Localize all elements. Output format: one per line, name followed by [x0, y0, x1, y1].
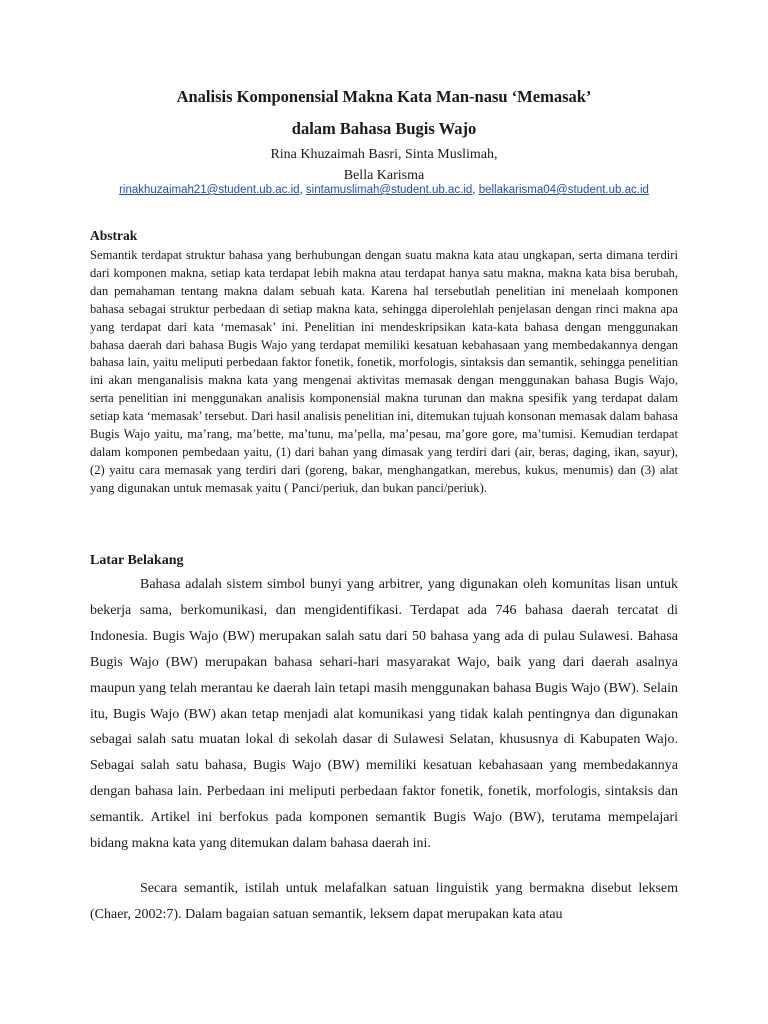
- authors-line-1: Rina Khuzaimah Basri, Sinta Muslimah,: [270, 147, 498, 162]
- author-list: [90, 144, 678, 186]
- authors-line-2: Bella Karisma: [343, 168, 425, 183]
- paper-title-line-1: Analisis Komponensial Makna Kata Man-nasu ‘Memasak’: [176, 87, 592, 106]
- body-paragraph-1: Bahasa adalah sistem simbol bunyi yang arbitrer, yang digunakan oleh komunitas lisan untuk bekerja sama, berkomunikasi, dan mengidentifikasi. Terdapat ada 746 bahasa daerah tercatat di Indonesia. Bugis Wajo (BW) merupakan salah satu dari 50 bahasa yang ada di pulau Sulawesi. Bahasa Bugis Wajo (BW) merupakan bahasa sehari-hari masyarakat Wajo, baik yang dari daerah asalnya maupun yang telah merantau ke daerah lain tetapi masih menggunakan bahasa Bugis Wajo (BW). Selain itu, Bugis Wajo (BW) akan tetap menjadi alat komunikasi yang tidak kalah pentingnya dan digunakan sebagai salah satu muatan lokal di sekolah dasar di Sulawesi Selatan, khususnya di Kabupaten Wajo. Sebagai salah satu bahasa, Bugis Wajo (BW) memiliki kesatuan kebahasaan yang membedakannya dengan bahasa lain. Perbedaan ini meliputi perbedaan faktor fonetik, fonetik, morfologis, sintaksis dan semantik. Artikel ini berfokus pada komponen semantik Bugis Wajo (BW), terutama mempelajari bidang makna kata yang ditemukan dalam bahasa daerah ini.: [90, 577, 678, 852]
- paper-title-line-2: dalam Bahasa Bugis Wajo: [291, 119, 477, 138]
- author-emails: rinakhuzaimah21@student.ub.ac.id, sintamuslimah@student.ub.ac.id, bellakarisma04@student.ub.ac.id: [119, 184, 649, 196]
- email-link-rina[interactable]: rinakhuzaimah21@student.ub.ac.id: [119, 184, 300, 196]
- abstract-heading: Abstrak: [90, 228, 138, 243]
- latar-belakang-heading: Latar Belakang: [90, 553, 184, 568]
- email-link-sinta[interactable]: sintamuslimah@student.ub.ac.id: [305, 184, 473, 196]
- email-link-bella[interactable]: bellakarisma04@student.ub.ac.id: [478, 184, 649, 196]
- abstract-text: Semantik terdapat struktur bahasa yang berhubungan dengan suatu makna kata atau ungkapan, serta dimana terdiri dari komponen makna, setiap kata terdapat lebih makna atau terdapat hanya satu makna, makna kata bisa berubah, dan pemahaman tentang makna dalam sebuah kata. Karena hal tersebutlah penelitian ini menelaah komponen bahasa sebagai struktur perbedaan di setiap makna kata, sehingga diperolehlah penjelasan dengan rinci makna apa yang terdapat dari kata ‘memasak’ ini. Penelitian ini mendeskripsikan kata-kata bahasa dengan menggunakan bahasa daerah dari bahasa Bugis Wajo yang terdapat memiliki kesatuan kebahasaan yang membedakannya dengan bahasa lain, yaitu meliputi perbedaan faktor fonetik, fonetik, morfologis, sintaksis dan semantik, sehingga penelitian ini akan menganalisis makna kata yang mengenai aktivitas memasak dengan menggunakan bahasa Bugis Wajo, serta penelitian ini menggunakan analisis komponensial makna turunan dan makna spesifik yang terdapat dalam setiap kata ‘memasak’ tersebut. Dari hasil analisis penelitian ini, ditemukan tujuah konsonan memasak dalam bahasa Bugis Wajo yaitu, ma’rang, ma’bette, ma’tunu, ma’pella, ma’pesau, ma’gore gore, ma’tumisi. Kemudian terdapat dalam komponen pembedaan yaitu, (1) dari bahan yang dimasak yang terdiri dari (air, beras, daging, ikan, sayur), (2) yaitu cara memasak yang terdiri dari (goreng, bakar, menghangatkan, merebus, kukus, menumis) dan (3) alat yang digunakan untuk memasak yaitu ( Panci/periuk, dan bukan panci/periuk).: [90, 248, 678, 495]
- body-paragraph-2: Secara semantik, istilah untuk melafalkan satuan linguistik yang bermakna disebut leksem (Chaer, 2002:7). Dalam bagaian satuan semantik, leksem dapat merupakan kata atau: [90, 881, 678, 922]
